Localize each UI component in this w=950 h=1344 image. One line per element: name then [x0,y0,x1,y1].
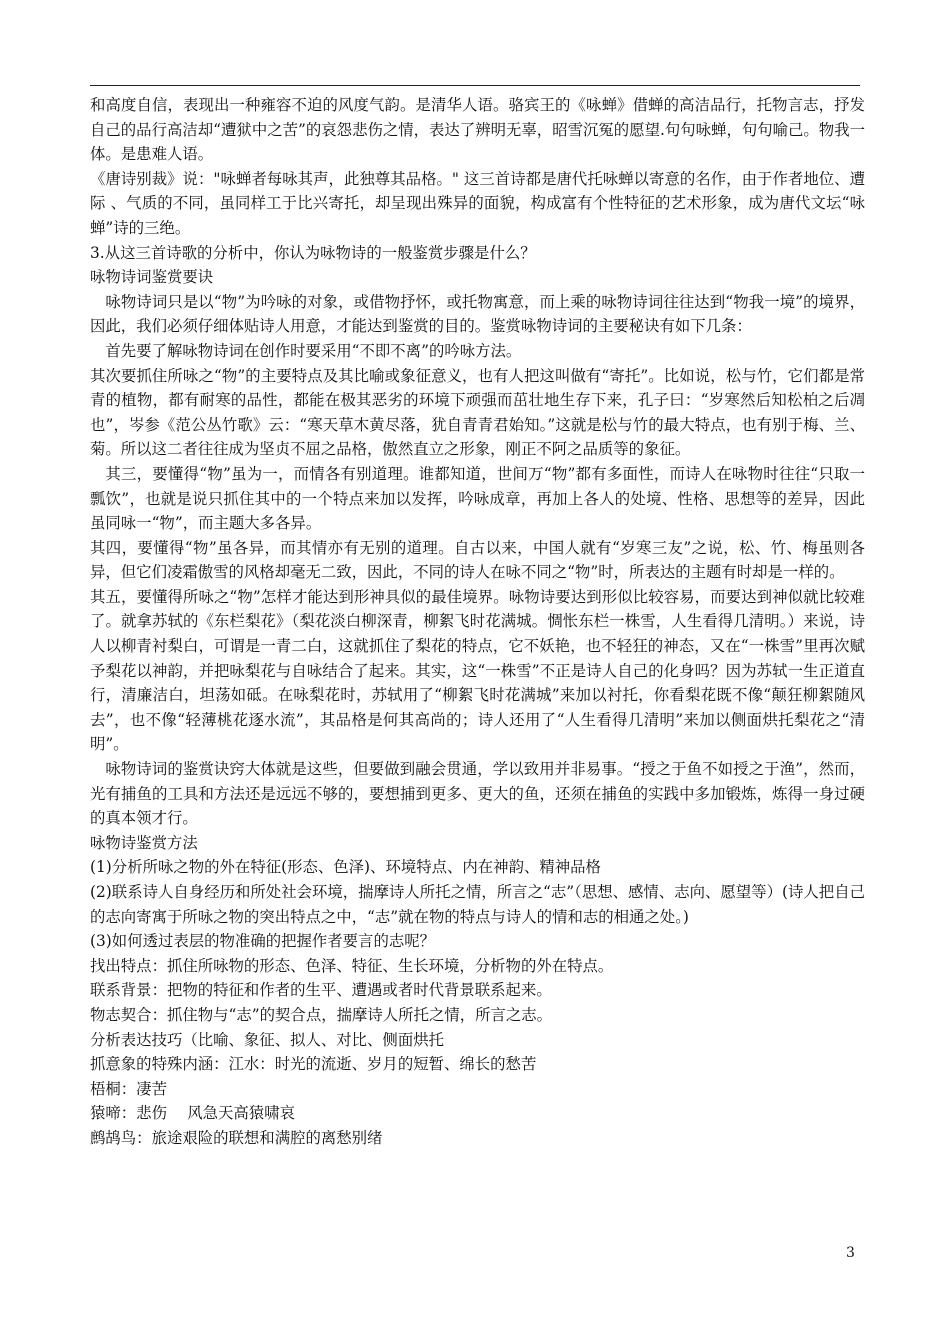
document-body [90,93,865,1151]
list-item: 鹧鸪鸟：旅途艰险的联想和满腔的离愁别绪 [90,1128,383,1147]
header-rule [90,85,860,86]
paragraph: 首先要了解咏物诗词在创作时要采用“不即不离”的吟咏方法。 [105,341,522,360]
paragraph: 其五，要懂得所咏之“物”怎样才能达到形神具似的最佳境界。咏物诗要达到形似比较容易，而要达到神似就比较难了。就拿苏轼的《东栏梨花》（梨花淡白柳深青，柳絮飞时花满城。惆怅东栏一株雪，人生看得几清明。）来说，诗人以柳青衬梨白，可谓是一青二白，这就抓住了梨花的特点，它不妖艳，也不轻狂的神态，又在“一株雪”里再次赋予梨花以神韵，并把咏梨花与自咏结合了起来。其实，这“一株雪”不正是诗人自己的化身吗？因为苏轼一生正道直行，清廉洁白，坦荡如砥。在咏梨花时，苏轼用了“柳絮飞时花满城”来加以衬托，你看梨花既不像“颠狂柳絮随风去”，也不像“轻薄桃花逐水流”，其品格是何其高尚的；诗人还用了“人生看得几清明”来加以侧面烘托梨花之“清明”。 [90,587,865,754]
list-item: 物志契合：抓住物与“志”的契合点，揣摩诗人所托之情，所言之志。 [90,1005,553,1024]
page-number: 3 [846,1245,855,1261]
question-heading: 3.从这三首诗歌的分析中，你认为咏物诗的一般鉴赏步骤是什么？ [90,243,536,262]
section-heading: 咏物诗鉴赏方法 [90,833,198,852]
section-heading: 咏物诗词鉴赏要诀 [90,268,214,287]
list-item: 分析表达技巧（比喻、象征、拟人、对比、侧面烘托 [90,1030,444,1049]
list-item: 抓意象的特殊内涵：江水：时光的流逝、岁月的短暂、绵长的愁苦 [90,1055,537,1074]
paragraph: 其三，要懂得“物”虽为一，而情各有别道理。谁都知道，世间万“物”都有多面性，而诗人在咏物时往往“只取一瓢饮”，也就是说只抓住其中的一个特点来加以发挥，吟咏成章，再加上各人的处境、性格、思想等的差异，因此虽同咏一“物”，而主题大多各异。 [90,464,865,533]
list-item: 找出特点：抓住所咏物的形态、色泽、特征、生长环境，分析物的外在特点。 [90,956,614,975]
list-item: (3)如何透过表层的物准确的把握作者要言的志呢？ [90,932,436,951]
list-item: 联系背景：把物的特征和作者的生平、遭遇或者时代背景联系起来。 [90,981,552,1000]
paragraph: 《唐诗别裁》说："咏蝉者每咏其声，此独尊其品格。" 这三首诗都是唐代托咏蝉以寄意的名作，由于作者地位、遭际 、气质的不同，虽同样工于比兴寄托，却呈现出殊异的面貌，构成富有个性特征的艺术形象，成为唐代文坛“咏蝉”诗的三绝。 [90,169,865,237]
list-item: 猿啼：悲伤 风急天高猿啸哀 [90,1104,295,1123]
paragraph: 其四，要懂得“物”虽各异，而其情亦有无别的道理。自古以来，中国人就有“岁寒三友”之说，松、竹、梅虽则各异，但它们凌霜傲雪的风格却毫无二致，因此，不同的诗人在咏不同之“物”时，所表达的主题有时却是一样的。 [90,538,865,582]
list-item: (2)联系诗人自身经历和所处社会环境，揣摩诗人所托之情，所言之“志”（思想、感情、志向、愿望等）(诗人把自己的志向寄寓于所咏之物的突出特点之中，“志”就在物的特点与诗人的情和志的相通之处。) [90,883,865,926]
list-item: (1)分析所咏之物的外在特征(形态、色泽)、环境特点、内在神韵、精神品格 [90,858,601,877]
paragraph: 咏物诗词的鉴赏诀窍大体就是这些，但要做到融会贯通，学以致用并非易事。“授之于鱼不如授之于渔”，然而，光有捕鱼的工具和方法还是远远不够的，要想捕到更多、更大的鱼，还须在捕鱼的实践中多加锻炼，炼得一身过硬的真本领才行。 [90,760,865,828]
list-item: 梧桐：凄苦 [90,1079,167,1098]
paragraph: 其次要抓住所咏之“物”的主要特点及其比喻或象征意义，也有人把这叫做有“寄托”。比如说，松与竹，它们都是常青的植物，都有耐寒的品性，都能在极其恶劣的环境下顽强而茁壮地生存下来，孔子曰：“岁寒然后知松柏之后凋也”，岑参《范公丛竹歌》云：“寒天草木黄尽落，犹自青青君始知。”这就是松与竹的最大特点，也有别于梅、兰、菊。所以这二者往往成为坚贞不屈之品格，傲然直立之形象，刚正不阿之品质等的象征。 [90,366,865,459]
paragraph: 和高度自信，表现出一种雍容不迫的风度气韵。是清华人语。骆宾王的《咏蝉》借蝉的高洁品行，托物言志，抒发自己的品行高洁却“遭狱中之苦”的哀怨悲伤之情，表达了辨明无辜，昭雪沉冤的愿望.句句咏蝉，句句喻己。物我一体。是患难人语。 [90,96,865,164]
paragraph: 咏物诗词只是以“物”为吟咏的对象，或借物抒怀，或托物寓意，而上乘的咏物诗词往往达到“物我一境”的境界，因此，我们必须仔细体贴诗人用意，才能达到鉴赏的目的。鉴赏咏物诗词的主要秘诀有如下几条： [90,292,865,336]
